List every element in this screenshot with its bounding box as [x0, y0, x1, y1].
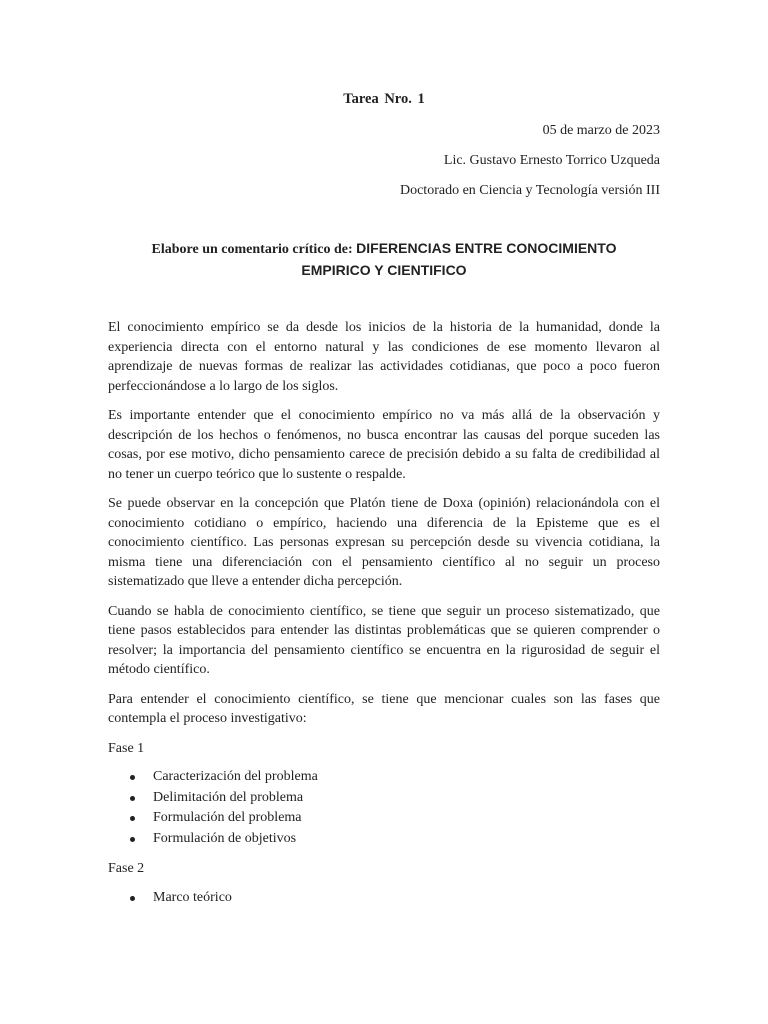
- bullet-icon: [130, 796, 135, 801]
- bullet-icon: [130, 816, 135, 821]
- list-item: [108, 767, 660, 788]
- list-item-text: Delimitación del problema: [153, 789, 304, 805]
- list-item-text: Marco teórico: [153, 889, 232, 905]
- document-program: Doctorado en Ciencia y Tecnología versión III: [399, 183, 660, 198]
- list-item: [108, 808, 660, 829]
- assignment-prefix: Elabore un comentario crítico de:: [151, 242, 357, 257]
- list-item: [108, 829, 660, 850]
- assignment-topic-line2: EMPIRICO Y CIENTIFICO: [301, 262, 467, 278]
- phase-label: Fase 2: [108, 861, 145, 876]
- assignment-heading: [108, 238, 660, 282]
- bullet-icon: [130, 775, 135, 780]
- phase-list: [108, 888, 660, 909]
- paragraph: El conocimiento empírico se da desde los inicios de la historia de la humanidad, donde la experiencia directa con el entorno natural y las condiciones de ese momento llevaron al aprendizaje de nuevas formas de realizar las actividades cotidianas, que poco a poco fueron perfeccionándose a lo largo de los siglos.: [108, 320, 660, 394]
- phase-label: Fase 1: [108, 740, 145, 756]
- paragraph: Es importante entender que el conocimiento empírico no va más allá de la observación y descripción de los hechos o fenómenos, no busca encontrar las causas del porque suceden las cosas, por ese motivo, dicho pensamiento carece de precisión debido a su falta de credibilidad al no tener un cuerpo teórico que lo sustente o respalde.: [108, 408, 660, 482]
- list-item: [108, 888, 660, 909]
- bullet-icon: [130, 896, 135, 901]
- phase-list: [108, 767, 660, 849]
- assignment-topic-line1: DIFERENCIAS ENTRE CONOCIMIENTO: [356, 240, 617, 256]
- list-item-text: Formulación de objetivos: [153, 830, 297, 846]
- document-body: [108, 318, 660, 918]
- document-date: 05 de marzo de 2023: [542, 123, 660, 138]
- paragraph: Cuando se habla de conocimiento científico, se tiene que seguir un proceso sistematizado, que tiene pasos establecidos para entender las distintas problemáticas que se quieren comprender o resolver; la importancia del pensamiento científico se encuentra en la rigurosidad de seguir el método científico.: [108, 603, 660, 677]
- paragraph: Para entender el conocimiento científico, se tiene que mencionar cuales son las fases que contempla el proceso investigativo:: [108, 691, 660, 726]
- paragraph: Se puede observar en la concepción que Platón tiene de Doxa (opinión) relacionándola con el conocimiento cotidiano o empírico, haciendo una diferencia de la Episteme que es el conocimiento científico. Las personas expresan su percepción desde su vivencia cotidiana, la misma tiene una diferenciación con el pensamiento científico al no seguir un proceso sistematizado que lleve a entender dicha percepción.: [108, 496, 660, 589]
- list-item-text: Caracterización del problema: [153, 769, 318, 784]
- document-author: Lic. Gustavo Ernesto Torrico Uzqueda: [443, 153, 660, 168]
- list-item-text: Formulación del problema: [153, 810, 302, 825]
- list-item: [108, 788, 660, 809]
- document-title: Tarea Nro. 1: [343, 91, 425, 107]
- bullet-icon: [130, 837, 135, 842]
